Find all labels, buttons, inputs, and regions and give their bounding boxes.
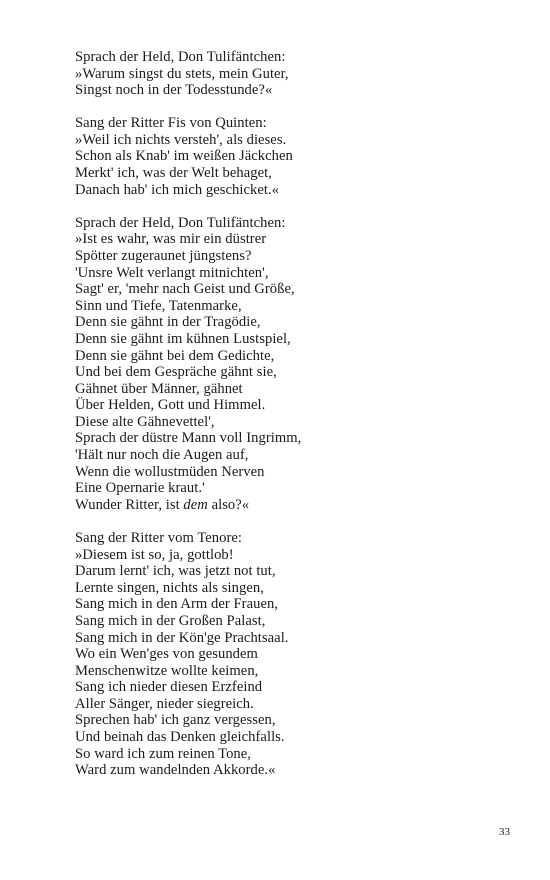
emphasized-word: dem [183, 496, 208, 513]
poem-line: Lernte singen, nichts als singen, [75, 579, 264, 596]
poem-line: Sprach der Held, Don Tulifäntchen: [75, 214, 286, 231]
poem-line: Denn sie gähnt bei dem Gedichte, [75, 347, 275, 364]
poem-line: Diese alte Gähnevettel', [75, 413, 215, 430]
poem-line: »Warum singst du stets, mein Guter, [75, 65, 289, 82]
stanza-4 [75, 530, 515, 779]
poem-line: Sang mich in der Großen Palast, [75, 612, 266, 629]
poem-line: Und beinah das Denken gleichfalls. [75, 729, 285, 746]
poem-line-with-emphasis [75, 497, 515, 514]
poem-line: Sang ich nieder diesen Erzfeind [75, 679, 263, 696]
stanza-3 [75, 215, 515, 514]
poem-line: 'Hält nur noch die Augen auf, [75, 447, 249, 464]
poem-line: Merkt' ich, was der Welt behaget, [75, 165, 272, 182]
poem-line: Ward zum wandelnden Akkorde.« [75, 762, 276, 779]
poem-line: »Weil ich nichts versteh', als dieses. [75, 131, 287, 148]
poem-line: Denn sie gähnt im kühnen Lustspiel, [75, 330, 291, 347]
poem-line: Sinn und Tiefe, Tatenmarke, [75, 297, 242, 314]
poem-line: Sprach der Held, Don Tulifäntchen: [75, 49, 286, 65]
poem-line: Schon als Knab' im weißen Jäckchen [75, 148, 293, 165]
poem-line: Sang der Ritter vom Tenore: [75, 529, 243, 546]
line-text-before: Wunder Ritter, ist [75, 496, 184, 513]
poem-line: Darum lernt' ich, was jetzt not tut, [75, 563, 276, 580]
poem-line: Und bei dem Gespräche gähnt sie, [75, 364, 277, 381]
poem-line: Aller Sänger, nieder siegreich. [75, 695, 254, 712]
poem-line: 'Unsre Welt verlangt mitnichten', [75, 264, 269, 281]
poem-line: »Ist es wahr, was mir ein düstrer [75, 231, 267, 248]
poem-line: Gähnet über Männer, gähnet [75, 380, 243, 397]
poem-line: Eine Opernarie kraut.' [75, 480, 205, 497]
poem-line: Denn sie gähnt in der Tragödie, [75, 314, 261, 331]
poem-line: Sang der Ritter Fis von Quinten: [75, 115, 267, 132]
poem-line: Sprechen hab' ich ganz vergessen, [75, 712, 276, 729]
poem-line: So ward ich zum reinen Tone, [75, 745, 251, 762]
stanza-2 [75, 115, 515, 198]
poem-line: Über Helden, Gott und Himmel. [75, 397, 266, 414]
poem-line: Singst noch in der Todesstunde?« [75, 82, 273, 99]
poem-line: Wo ein Wen'ges von gesundem [75, 646, 258, 663]
page-number: 33 [499, 826, 510, 838]
poem-line: Spötter zugeraunet jüngstens? [75, 247, 252, 264]
poem-line: Sang mich in den Arm der Frauen, [75, 596, 279, 613]
line-text-after: also?« [207, 496, 250, 513]
stanza-1 [75, 49, 515, 99]
poem-line: Danach hab' ich mich geschicket.« [75, 181, 280, 198]
poem-line: »Diesem ist so, ja, gottlob! [75, 546, 234, 563]
poem-line: Sang mich in der Kön'ge Prachtsaal. [75, 629, 289, 646]
poem-text [75, 49, 515, 795]
poem-line: Sagt' er, 'mehr nach Geist und Größe, [75, 281, 295, 298]
poem-line: Wenn die wollustmüden Nerven [75, 463, 265, 480]
poem-line: Menschenwitze wollte keimen, [75, 662, 259, 679]
poem-line: Sprach der düstre Mann voll Ingrimm, [75, 430, 302, 447]
